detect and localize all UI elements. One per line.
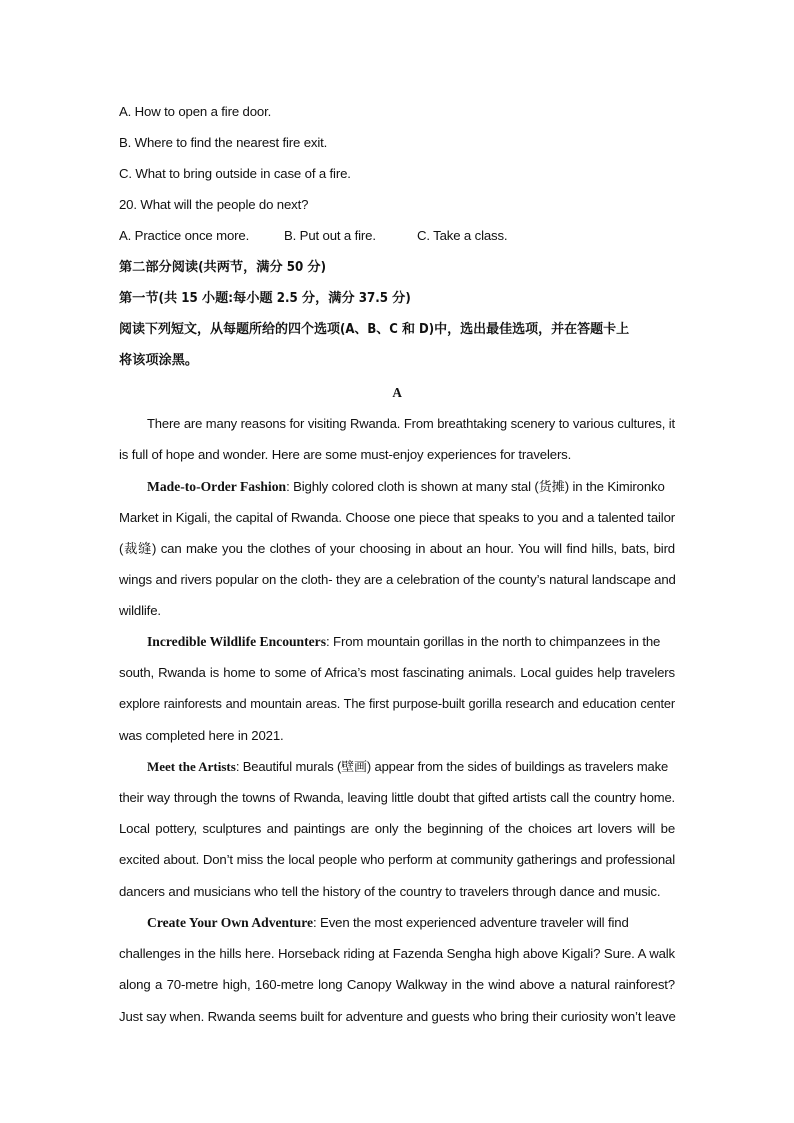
wildlife-line-2: south, Rwanda is home to some of Africa’s most fascinating animals. Local guides help travelers: [119, 665, 675, 680]
q20-question: 20. What will the people do next?: [119, 197, 309, 212]
q20-option-a: A. Practice once more.: [119, 228, 250, 243]
wildlife-first-text: : From mountain gorillas in the north to chimpanzees in the: [326, 634, 661, 649]
q20-option-c: C. Take a class.: [417, 228, 508, 243]
artists-line-2: their way through the towns of Rwanda, leaving little doubt that gifted artists call the country home.: [119, 790, 675, 805]
artists-first-text: : Beautiful murals (壁画) appear from the sides of buildings as travelers make: [235, 759, 669, 774]
adventure-line-3: along a 70-metre high, 160-metre long Canopy Walkway in the wind above a natural rainforest?: [119, 977, 675, 992]
intro-line-2: is full of hope and wonder. Here are some must-enjoy experiences for travelers.: [119, 447, 572, 462]
artists-heading: Meet the Artists: [147, 759, 236, 774]
adventure-line-4: Just say when. Rwanda seems built for adventure and guests who bring their curiosity won’t leave: [119, 1009, 676, 1024]
adventure-first-line: [147, 913, 675, 933]
section-subtitle: 第一节(共 15 小题:每小题 2.5 分，满分 37.5 分): [119, 291, 411, 306]
artists-first-line: [147, 757, 675, 777]
q19-option-b: B. Where to find the nearest fire exit.: [119, 135, 328, 150]
passage-label: A: [392, 385, 402, 400]
instruction-line-1: 阅读下列短文，从每题所给的四个选项(A、B、C 和 D)中，选出最佳选项，并在答题卡上: [119, 322, 630, 337]
artists-line-4: excited about. Don’t miss the local people who perform at community gatherings and professional: [119, 852, 675, 867]
adventure-line-2: challenges in the hills here. Horseback riding at Fazenda Sengha high above Kigali? Sure. A walk: [119, 946, 675, 961]
wildlife-line-3: explore rainforests and mountain areas. The first purpose-built gorilla research and education center: [119, 696, 675, 711]
wildlife-line-4: was completed here in 2021.: [119, 728, 284, 743]
artists-line-3: Local pottery, sculptures and paintings are only the beginning of the choices art lovers will be: [119, 821, 675, 836]
fashion-line-2: Market in Kigali, the capital of Rwanda. Choose one piece that speaks to you and a talented tailor: [119, 510, 675, 525]
q20-option-b: B. Put out a fire.: [284, 228, 376, 243]
instruction-line-2: 将该项涂黑。: [119, 353, 199, 368]
part-title: 第二部分阅读(共两节，满分 50 分): [119, 260, 327, 275]
q19-option-c: C. What to bring outside in case of a fire.: [119, 166, 351, 181]
fashion-line-3: (裁缝) can make you the clothes of your choosing in about an hour. You will find hills, bats, bird: [119, 541, 675, 556]
wildlife-first-line: [147, 632, 675, 652]
fashion-line-4: wings and rivers popular on the cloth- they are a celebration of the county’s natural landscape and: [119, 572, 676, 587]
artists-line-5: dancers and musicians who tell the history of the country to travelers through dance and music.: [119, 884, 661, 899]
wildlife-heading: Incredible Wildlife Encounters: [147, 634, 327, 649]
fashion-first-text: : Bighly colored cloth is shown at many stal (货摊) in the Kimironko: [286, 479, 665, 494]
adventure-heading: Create Your Own Adventure: [147, 915, 314, 930]
fashion-first-line: [147, 477, 675, 497]
fashion-line-5: wildlife.: [119, 603, 161, 618]
q19-option-a: A. How to open a fire door.: [119, 104, 272, 119]
fashion-heading: Made-to-Order Fashion: [147, 479, 287, 494]
intro-line-1: There are many reasons for visiting Rwanda. From breathtaking scenery to various cultures, it: [147, 416, 675, 431]
adventure-first-text: : Even the most experienced adventure traveler will find: [313, 915, 629, 930]
